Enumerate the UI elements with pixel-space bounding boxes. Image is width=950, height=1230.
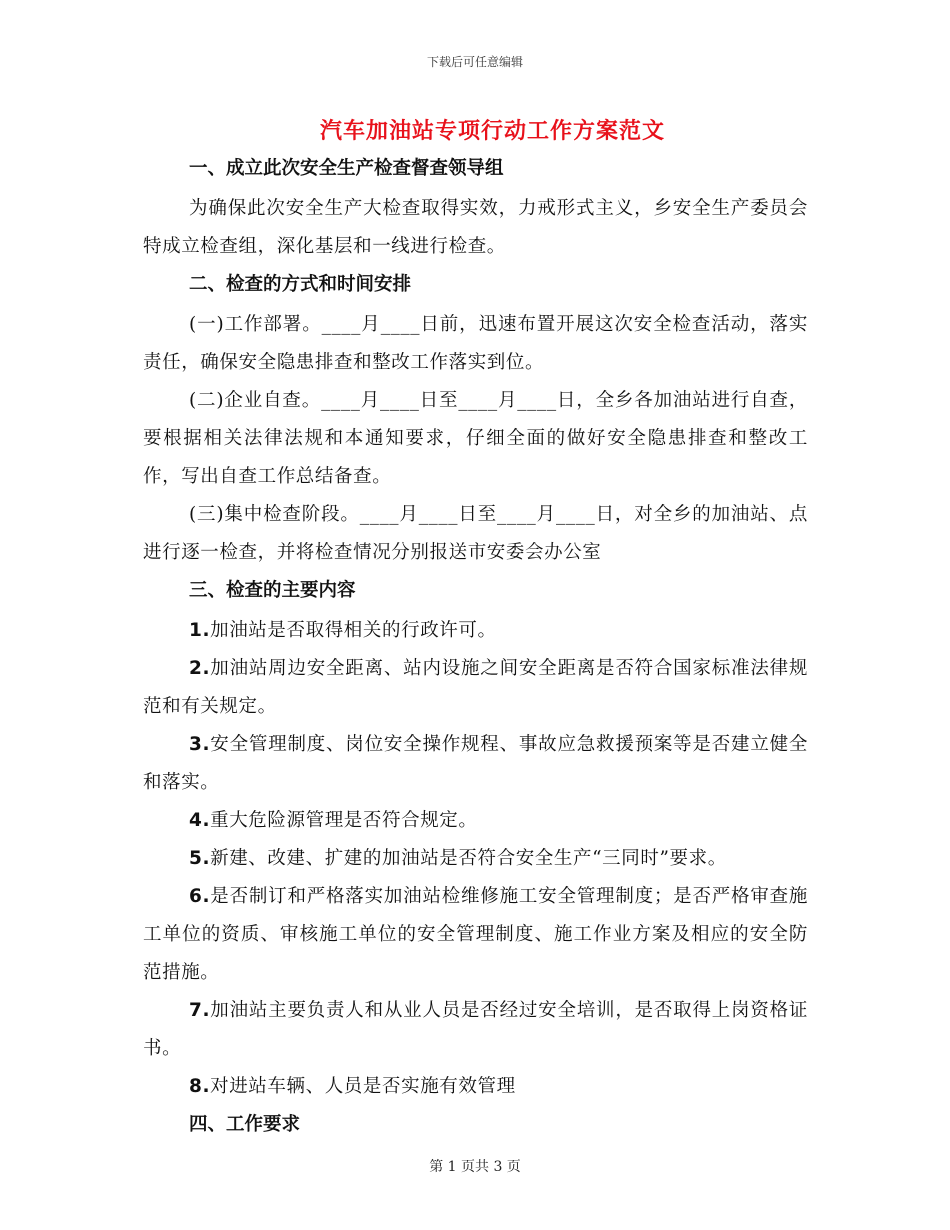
paragraph: (三)集中检查阶段。____月____日至____月____日，对全乡的加油站、点进行逐一检查，并将检查情况分别报送市安委会办公室 — [143, 504, 808, 563]
item-text: 加油站周边安全距离、站内设施之间安全距离是否符合国家标准法律规范和有关规定。 — [143, 658, 808, 717]
paragraph: 为确保此次安全生产大检查取得实效，力戒形式主义，乡安全生产委员会特成立检查组，深化基层和一线进行检查。 — [143, 198, 808, 257]
item-text: 加油站主要负责人和从业人员是否经过安全培训，是否取得上岗资格证书。 — [143, 1000, 808, 1059]
paragraph: (一)工作部署。____月____日前，迅速布置开展这次安全检查活动，落实责任，确保安全隐患排查和整改工作落实到位。 — [143, 314, 808, 373]
list-item — [143, 992, 808, 1068]
section-heading-3: 三、检查的主要内容 — [189, 580, 356, 601]
item-number: 7. — [189, 1000, 211, 1021]
item-number: 1. — [189, 620, 211, 641]
item-text: 是否制订和严格落实加油站检维修施工安全管理制度；是否严格审查施工单位的资质、审核施工单位的安全管理制度、施工作业方案及相应的安全防范措施。 — [143, 886, 808, 983]
document-body — [143, 150, 808, 1146]
item-number: 3. — [189, 734, 211, 755]
item-text: 新建、改建、扩建的加油站是否符合安全生产“三同时”要求。 — [210, 848, 727, 869]
item-number: 8. — [189, 1076, 211, 1097]
item-text: 加油站是否取得相关的行政许可。 — [210, 620, 497, 641]
item-text: 安全管理制度、岗位安全操作规程、事故应急救援预案等是否建立健全和落实。 — [143, 734, 808, 793]
list-item — [143, 726, 808, 802]
document-title: 汽车加油站专项行动工作方案范文 — [319, 118, 665, 144]
list-item — [143, 650, 808, 726]
item-number: 2. — [189, 658, 211, 679]
section-heading-1: 一、成立此次安全生产检查督查领导组 — [189, 158, 504, 179]
list-item — [143, 802, 808, 840]
item-number: 6. — [189, 886, 211, 907]
list-item — [143, 878, 808, 992]
list-item — [143, 840, 808, 878]
item-number: 5. — [189, 848, 211, 869]
page-number: 第 1 页共 3 页 — [429, 1159, 521, 1175]
paragraph: (二)企业自查。____月____日至____月____日，全乡各加油站进行自查，要根据相关法律法规和本通知要求，仔细全面的做好安全隐患排查和整改工作，写出自查工作总结备查。 — [143, 390, 808, 487]
section-heading-2: 二、检查的方式和时间安排 — [189, 274, 412, 295]
item-text: 对进站车辆、人员是否实施有效管理 — [210, 1076, 516, 1097]
section-heading-4: 四、工作要求 — [189, 1114, 301, 1135]
list-item — [143, 1068, 808, 1106]
item-number: 4. — [189, 810, 211, 831]
list-item — [143, 612, 808, 650]
header-note: 下载后可任意编辑 — [426, 55, 523, 69]
item-text: 重大危险源管理是否符合规定。 — [210, 810, 478, 831]
